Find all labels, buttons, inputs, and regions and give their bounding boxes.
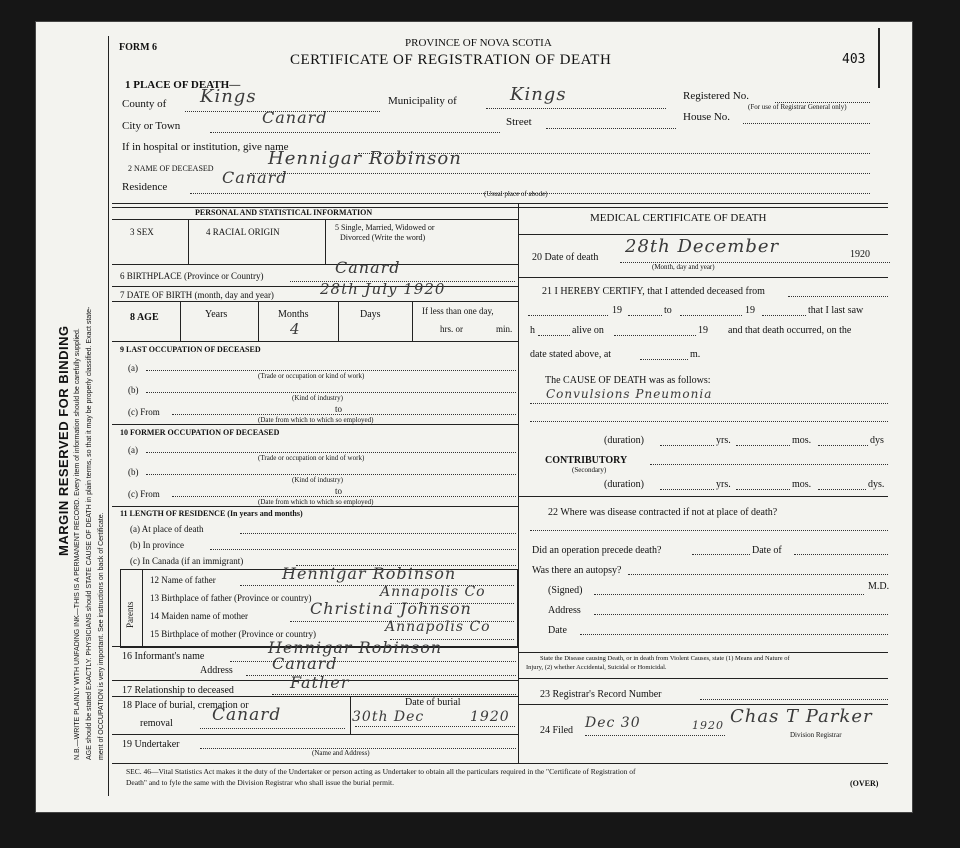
filed-label: 24 Filed: [540, 725, 574, 736]
former-occ-trade-note: (Trade or occupation or kind of work): [258, 454, 365, 462]
former-occ-date-note: (Date from which to which so employed): [258, 498, 374, 506]
county-label: County of: [122, 98, 167, 110]
section-46-text-2: Death" and to fyle the same with the Division Registrar who shall issue the burial permit.: [126, 778, 395, 787]
signed-label: (Signed): [548, 585, 583, 596]
days-label: Days: [360, 309, 381, 320]
informant-value: Hennigar Robinson: [268, 638, 443, 657]
last-occ-a: (a): [128, 363, 138, 373]
less-than-label: If less than one day,: [422, 306, 494, 316]
number-mark: [878, 28, 880, 88]
personal-heading: PERSONAL AND STATISTICAL INFORMATION: [195, 208, 373, 217]
deceased-name-label: 2 NAME OF DECEASED: [128, 164, 214, 173]
burial-label-1: 18 Place of burial, cremation or: [122, 700, 249, 711]
former-occ-b: (b): [128, 467, 139, 477]
operation-date-label: Date of: [752, 545, 782, 556]
column-divider: [518, 203, 519, 763]
registrar-note: (For use of Registrar General only): [748, 103, 847, 111]
contrib-mos: mos.: [792, 479, 812, 490]
certify-19-a: 19: [612, 305, 622, 316]
certify-19-b: 19: [745, 305, 755, 316]
autopsy-label: Was there an autopsy?: [532, 565, 622, 576]
last-occ-date-note: (Date from which to which so employed): [258, 416, 374, 424]
section-46-text: SEC. 46—Vital Statistics Act makes it the duty of the Undertaker or person acting as Undertaker to obtain all the particulars required in the "Certificate of Registration of: [126, 767, 636, 776]
certify-text: 21 I HEREBY CERTIFY, that I attended deceased from: [542, 286, 765, 297]
undertaker-label: 19 Undertaker: [122, 739, 180, 750]
certify-death-occurred: and that death occurred, on the: [728, 325, 852, 336]
undertaker-note: (Name and Address): [312, 749, 370, 757]
former-occ-to: to: [335, 486, 343, 496]
physician-address-label: Address: [548, 605, 581, 616]
residence-value: Canard: [222, 168, 288, 187]
contrib-duration: (duration): [604, 479, 644, 490]
residence-label: Residence: [122, 181, 168, 193]
last-occupation-heading: 9 LAST OCCUPATION OF DECEASED: [120, 345, 261, 354]
racial-origin-label: 4 RACIAL ORIGIN: [206, 227, 280, 237]
former-occ-from: (c) From: [128, 489, 160, 499]
cause-dys: dys: [870, 435, 884, 446]
county-value: Kings: [200, 86, 257, 107]
burial-label-2: removal: [140, 718, 173, 729]
former-occupation-heading: 10 FORMER OCCUPATION OF DECEASED: [120, 428, 280, 437]
cause-value: Convulsions Pneumonia: [546, 387, 713, 401]
contrib-yrs: yrs.: [716, 479, 731, 490]
secondary-note: (Secondary): [572, 466, 607, 474]
state-note-2: Injury, (2) whether Accidental, Suicidal or Homicidal.: [526, 664, 667, 671]
sex-label: 3 SEX: [130, 227, 154, 237]
place-of-death-heading: 1 PLACE OF DEATH—: [125, 79, 241, 91]
dob-value: 28th July 1920: [320, 280, 446, 298]
cause-duration: (duration): [604, 435, 644, 446]
contributory-label: CONTRIBUTORY: [545, 455, 628, 466]
marital-label-1: 5 Single, Married, Widowed or: [335, 223, 435, 232]
dob-label: 7 DATE OF BIRTH (month, day and year): [120, 290, 274, 300]
house-no-label: House No.: [683, 111, 731, 123]
cause-label: The CAUSE OF DEATH was as follows:: [545, 375, 711, 386]
certify-alive-on: alive on: [572, 325, 604, 336]
mother-value: Christina Johnson: [310, 599, 472, 618]
filed-year: 1920: [692, 719, 724, 732]
hospital-label: If in hospital or institution, give name: [122, 141, 289, 153]
certify-h: h: [530, 325, 535, 336]
over-label: (OVER): [850, 779, 879, 788]
margin-note-2: AGE should be stated EXACTLY. PHYSICIANS should STATE CAUSE OF DEATH in plain terms, so that it may be properly classified. Exact state-: [86, 306, 93, 760]
age-label: 8 AGE: [130, 312, 159, 323]
city-value: Canard: [262, 108, 328, 127]
burial-date-label: Date of burial: [405, 697, 461, 708]
informant-address-label: Address: [200, 665, 233, 676]
last-occ-b: (b): [128, 385, 139, 395]
burial-date-value: 30th Dec: [352, 709, 425, 725]
death-date-note: (Month, day and year): [652, 263, 715, 271]
father-birthplace-label: 13 Birthplace of father (Province or country): [150, 593, 312, 603]
certify-m: m.: [690, 349, 701, 360]
min-label: min.: [496, 324, 513, 334]
city-label: City or Town: [122, 120, 181, 132]
death-date-value: 28th December: [625, 236, 780, 257]
operation-label: Did an operation precede death?: [532, 545, 662, 556]
certify-to: to: [664, 305, 672, 316]
hrs-label: hrs. or: [440, 324, 463, 334]
cause-yrs: yrs.: [716, 435, 731, 446]
physician-date-label: Date: [548, 625, 567, 636]
relationship-label: 17 Relationship to deceased: [122, 685, 234, 696]
father-label: 12 Name of father: [150, 575, 216, 585]
margin-rule: [108, 36, 109, 796]
residence-a: (a) At place of death: [130, 524, 204, 534]
marital-label-2: Divorced (Write the word): [340, 233, 426, 242]
residence-c: (c) In Canada (if an immigrant): [130, 556, 244, 566]
registered-no-label: Registered No.: [683, 90, 749, 102]
where-contracted-label: 22 Where was disease contracted if not at place of death?: [548, 507, 778, 518]
certificate-number: 403: [842, 52, 866, 67]
years-label: Years: [205, 309, 228, 320]
father-value: Hennigar Robinson: [282, 564, 457, 583]
former-occ-industry-note: (Kind of industry): [292, 476, 343, 484]
medical-heading: MEDICAL CERTIFICATE OF DEATH: [590, 212, 767, 224]
death-year: 1920: [850, 249, 870, 260]
certify-stated-above: date stated above, at: [530, 349, 612, 360]
last-occ-to: to: [335, 404, 343, 414]
mother-label: 14 Maiden name of mother: [150, 611, 248, 621]
cause-mos: mos.: [792, 435, 812, 446]
mother-birthplace-value: Annapolis Co: [385, 619, 491, 635]
filed-value: Dec 30: [585, 715, 641, 731]
division-registrar-label: Division Registrar: [790, 731, 842, 739]
informant-address-value: Canard: [272, 654, 338, 673]
last-occ-trade-note: (Trade or occupation or kind of work): [258, 372, 365, 380]
former-occ-a: (a): [128, 445, 138, 455]
last-occ-from: (c) From: [128, 407, 160, 417]
form-number: FORM 6: [119, 42, 158, 53]
certify-last-saw: that I last saw: [808, 305, 864, 316]
margin-note-1: N.B.—WRITE PLAINLY WITH UNFADING INK—THIS IS A PERMANENT RECORD. Every item of information should be carefully supplied.: [74, 328, 81, 760]
parents-label: Parents: [125, 601, 135, 628]
street-label: Street: [506, 116, 532, 128]
burial-place-value: Canard: [212, 705, 282, 725]
last-occ-industry-note: (Kind of industry): [292, 394, 343, 402]
registrar-record-label: 23 Registrar's Record Number: [540, 689, 662, 700]
burial-year-value: 1920: [470, 709, 510, 725]
abode-note: (Usual place of abode): [484, 190, 548, 198]
certificate-title: CERTIFICATE OF REGISTRATION OF DEATH: [290, 52, 612, 68]
birthplace-value: Canard: [335, 258, 401, 277]
months-label: Months: [278, 309, 309, 320]
margin-note-3: ment of OCCUPATION is very important. See instructions on back of Certificate.: [98, 512, 105, 760]
margin-reserved-label: MARGIN RESERVED FOR BINDING: [56, 325, 71, 556]
months-value: 4: [290, 320, 301, 338]
birthplace-label: 6 BIRTHPLACE (Province or Country): [120, 271, 264, 281]
contrib-dys: dys.: [868, 479, 885, 490]
registrar-signature: Chas T Parker: [730, 706, 873, 727]
residence-b: (b) In province: [130, 540, 184, 550]
md-label: M.D.: [868, 581, 890, 592]
death-date-label: 20 Date of death: [532, 252, 599, 263]
residence-length-heading: 11 LENGTH OF RESIDENCE (In years and months): [120, 509, 303, 518]
certify-19-c: 19: [698, 325, 708, 336]
relationship-value: Father: [290, 673, 350, 692]
municipality-label: Municipality of: [388, 95, 457, 107]
province-heading: PROVINCE OF NOVA SCOTIA: [405, 37, 552, 49]
informant-label: 16 Informant's name: [122, 651, 205, 662]
municipality-value: Kings: [510, 84, 567, 105]
state-note-1: State the Disease causing Death, or in death from Violent Causes, state (1) Means and Nature of: [540, 655, 790, 662]
father-birthplace-value: Annapolis Co: [380, 584, 486, 600]
mother-birthplace-label: 15 Birthplace of mother (Province or country): [150, 629, 316, 639]
deceased-name-value: Hennigar Robinson: [268, 148, 462, 169]
